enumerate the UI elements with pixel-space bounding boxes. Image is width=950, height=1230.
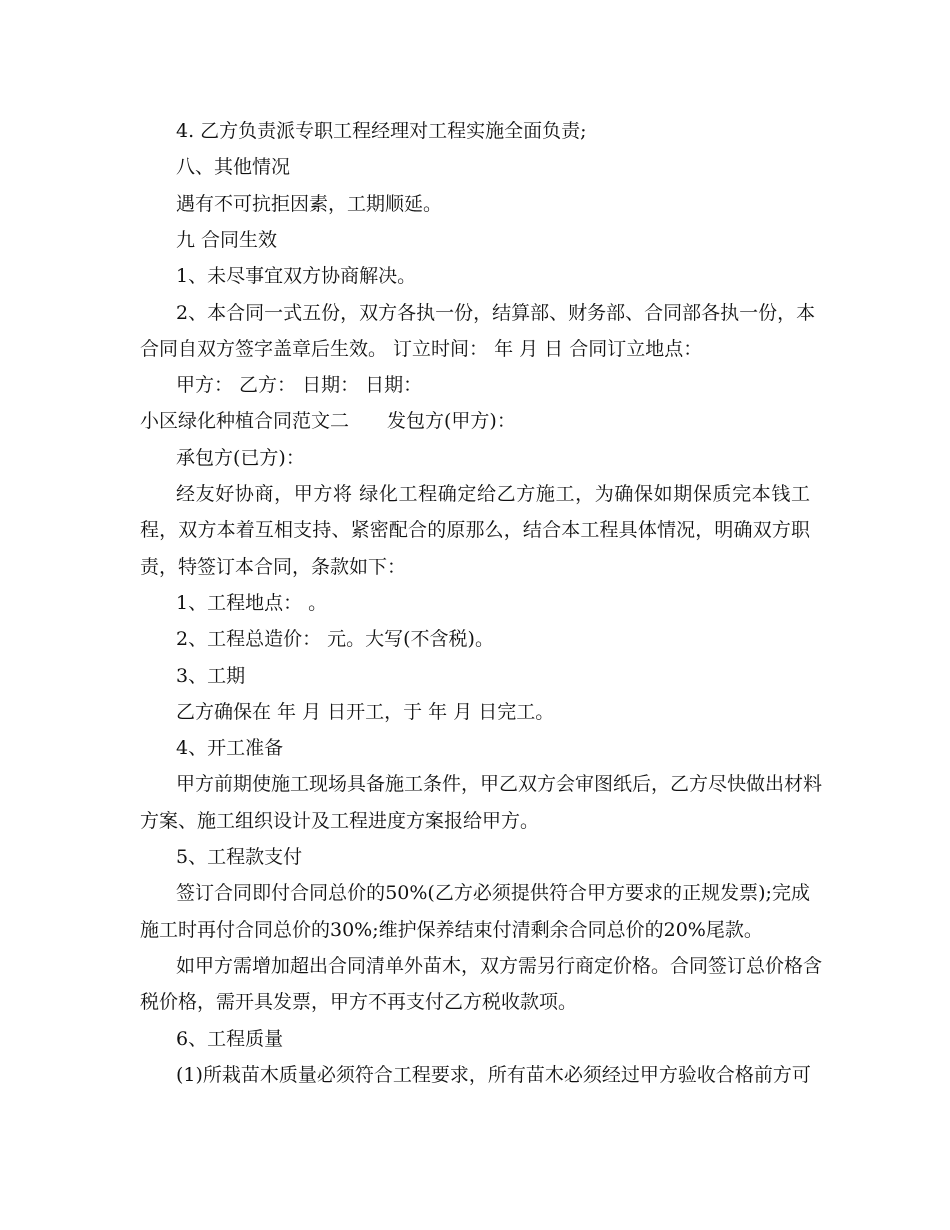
text-line: 5、工程款支付	[176, 846, 303, 868]
text-line: 合同自双方签字盖章后生效。 订立时间： 年 月 日 合同订立地点：	[140, 337, 703, 360]
text-line: 2、本合同一式五份，双方各执一份，结算部、财务部、合同部各执一份，本	[176, 301, 816, 324]
text-line: 签订合同即付合同总价的50%(乙方必须提供符合甲方要求的正规发票);完成	[176, 882, 810, 905]
text-line: 税价格，需开具发票，甲方不再支付乙方税收款项。	[140, 991, 578, 1014]
text-line: 施工时再付合同总价的30%;维护保养结束付清剩余合同总价的20%尾款。	[140, 918, 763, 941]
text-line: 经友好协商，甲方将 绿化工程确定给乙方施工，为确保如期保质完本钱工	[176, 483, 810, 505]
text-line: 承包方(已方)：	[176, 446, 305, 469]
text-line: (1)所栽苗木质量必须符合工程要求，所有苗木必须经过甲方验收合格前方可	[176, 1063, 811, 1086]
text-line: 如甲方需增加超出合同清单外苗木，双方需另行商定价格。合同签订总价格含	[176, 954, 823, 977]
text-line: 1、工程地点： 。	[176, 591, 328, 614]
text-line: 甲方前期使施工现场具备施工条件，甲乙双方会审图纸后，乙方尽快做出材料	[176, 773, 823, 796]
text-line: 2、工程总造价： 元。大写(不含税)。	[176, 628, 494, 651]
text-line: 甲方： 乙方： 日期： 日期：	[176, 374, 423, 397]
text-line: 4、开工准备	[176, 737, 284, 760]
text-line: 乙方确保在 年 月 日开工，于 年 月 日完工。	[176, 700, 555, 723]
text-line: 4. 乙方负责派专职工程经理对工程实施全面负责;	[176, 120, 587, 142]
text-line: 九 合同生效	[176, 228, 278, 251]
text-line: 1、未尽事宜双方协商解决。	[176, 265, 417, 288]
text-line: 3、工期	[176, 664, 246, 687]
text-line: 责，特签订本合同，条款如下：	[140, 555, 407, 578]
text-line: 遇有不可抗拒因素，工期顺延。	[176, 192, 443, 215]
text-line: 方案、施工组织设计及工程进度方案报给甲方。	[140, 809, 540, 832]
text-line: 八、其他情况	[176, 156, 291, 179]
text-line: 小区绿化种植合同范文二 发包方(甲方)：	[140, 410, 516, 433]
text-line: 6、工程质量	[176, 1027, 284, 1050]
text-line: 程，双方本着互相支持、紧密配合的原那么，结合本工程具体情况，明确双方职	[140, 519, 810, 542]
